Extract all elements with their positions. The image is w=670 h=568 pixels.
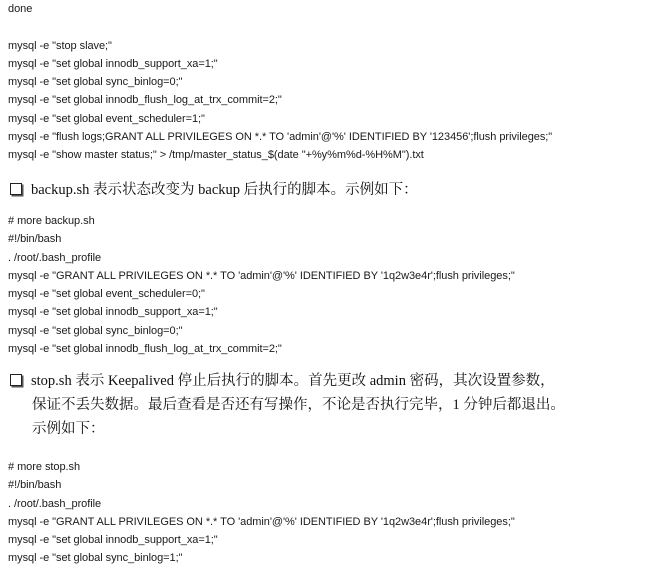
code-line: done [8,3,33,15]
code-line: mysql -e "set global innodb_support_xa=1;" [8,306,218,319]
paragraph-line [8,178,668,202]
code-line: #!/bin/bash [8,479,62,492]
code-line: mysql -e "set global sync_binlog=0;" [8,324,183,337]
code-line: #!/bin/bash [8,233,62,246]
code-line: mysql -e "GRANT ALL PRIVILEGES ON *.* TO 'admin'@'%' IDENTIFIED BY '1q2w3e4r';flush privileges;" [8,515,515,528]
code-line: mysql -e "stop slave;" [8,39,112,52]
checkbox-bullet-icon [10,183,22,195]
code-line: mysql -e "set global event_scheduler=1;" [8,112,205,125]
paragraph-backup-description [8,178,668,202]
code-line: mysql -e "set global innodb_support_xa=1;" [8,534,218,547]
code-line: mysql -e "set global innodb_flush_log_at_trx_commit=2;" [8,343,282,356]
paragraph-text: stop.sh 表示 Keepalived 停止后执行的脚本。首先更改 admin 密码，其次设置参数， [31,373,555,389]
code-line: mysql -e "set global sync_binlog=0;" [8,76,183,89]
code-line: mysql -e "set global sync_binlog=1;" [8,552,183,565]
code-line: mysql -e "show master status;" > /tmp/master_status_$(date "+%y%m%d-%H%M").txt [8,149,424,162]
code-line: mysql -e "flush logs;GRANT ALL PRIVILEGES ON *.* TO 'admin'@'%' IDENTIFIED BY '123456';flush privileges;" [8,131,553,144]
paragraph-line [8,369,668,393]
code-line [8,18,552,36]
code-line: mysql -e "set global event_scheduler=0;" [8,288,205,301]
code-line: # more stop.sh [8,461,81,473]
code-block-stop-script [8,458,515,568]
paragraph-text: backup.sh 表示状态改变为 backup 后执行的脚本。示例如下： [31,182,418,198]
code-line: mysql -e "set global innodb_support_xa=1;" [8,57,218,70]
paragraph-line: 保证不丢失数据。最后查看是否还有写操作，不论是否执行完毕，1 分钟后都退出。 [32,397,565,413]
paragraph-stop-description [8,369,668,441]
code-line: . /root/.bash_profile [8,251,102,264]
code-line: # more backup.sh [8,215,95,227]
code-line: mysql -e "set global innodb_flush_log_at_trx_commit=2;" [8,94,282,107]
checkbox-bullet-icon [10,374,22,386]
code-block-master-script [8,0,552,165]
paragraph-line: 示例如下： [32,421,105,437]
code-block-backup-script [8,212,515,358]
code-line: . /root/.bash_profile [8,497,102,510]
code-line: mysql -e "GRANT ALL PRIVILEGES ON *.* TO 'admin'@'%' IDENTIFIED BY '1q2w3e4r';flush privileges;" [8,269,515,282]
